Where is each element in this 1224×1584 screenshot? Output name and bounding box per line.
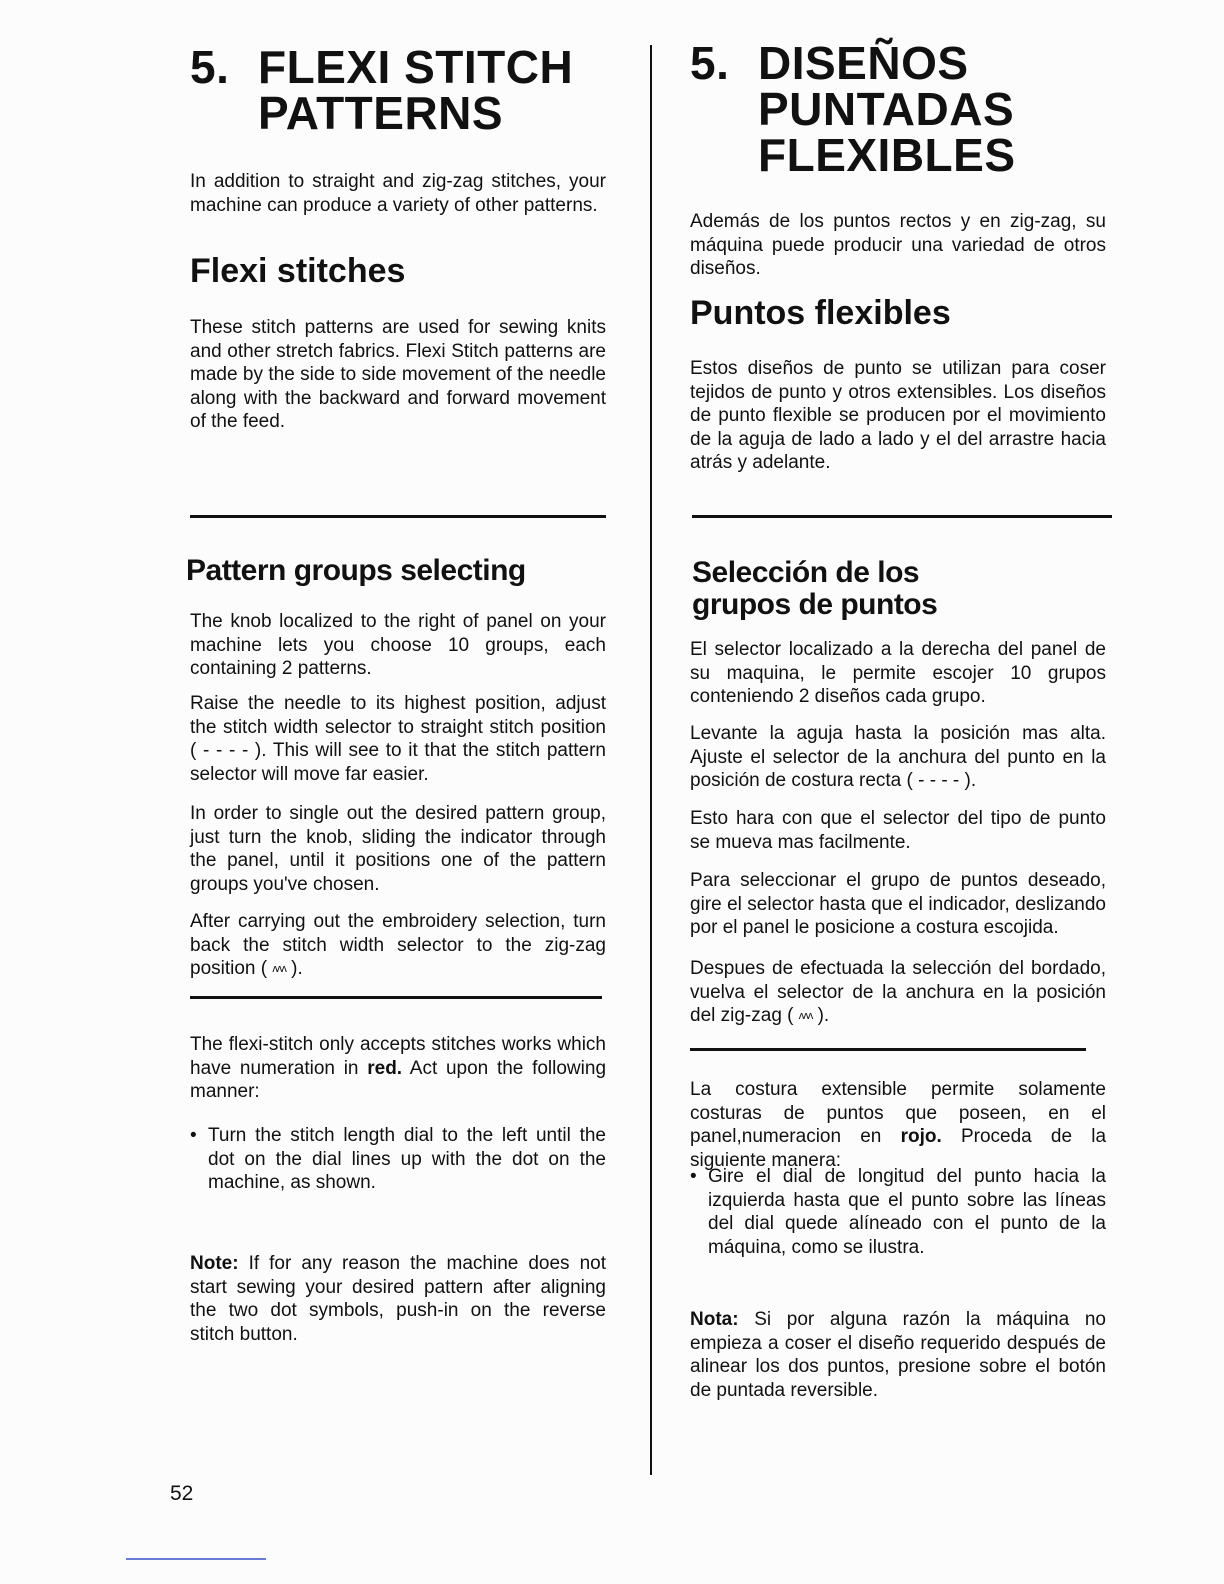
groups-paragraph-3: Esto hara con que el selector del tipo de punto se mueva mas facilmente. (690, 808, 1106, 853)
note-text: Si por alguna razón la máquina no empieza a coser el diseño requerido después de alinear los dos puntos, presione sobre el botón de puntada reversible. (690, 1309, 1106, 1401)
note-label: Nota: (690, 1309, 739, 1330)
note-paragraph (190, 1252, 606, 1346)
groups-paragraph-1: El selector localizado a la derecha del panel de su maquina, le permite escojer 10 grupos conteniendo 2 diseños cada grupo. (690, 639, 1106, 707)
bullet-text: Turn the stitch length dial to the left until the dot on the dial lines up with the dot on the machine, as shown. (208, 1125, 606, 1193)
chapter-title-line2: PATTERNS (258, 87, 504, 139)
groups-paragraph-3: In order to single out the desired pattern group, just turn the knob, sliding the indicator through the panel, until it positions one of the pattern groups you've chosen. (190, 803, 606, 895)
accept-text: La costura extensible permite solamente costuras de puntos que poseen, en el panel,numeracion en (690, 1079, 1106, 1147)
column-divider (650, 45, 652, 1475)
section-divider (692, 515, 1112, 518)
groups-paragraph-5 (690, 957, 1106, 1029)
bullet-text: Gire el dial de longitud del punto hacia la izquierda hasta que el punto sobre las líneas del dial quede alíneado con el punto de la máquina, como se ilustra. (708, 1166, 1106, 1258)
chapter-title-line2: PUNTADAS (758, 83, 1015, 135)
section-divider (190, 515, 606, 518)
groups-paragraph-5-text: Despues de efectuada la selección del bordado, vuelva el selector de la anchura en la posición del zig-zag ( (690, 958, 1106, 1026)
groups-paragraph-5-end: ). (817, 1005, 830, 1026)
accept-paragraph (690, 1078, 1106, 1172)
flexi-stitches-heading: Flexi stitches (190, 252, 406, 290)
groups-paragraph-4-text: After carrying out the embroidery selection, turn back the stitch width selector to the zig-zag position ( (190, 911, 606, 979)
groups-paragraph-4 (190, 910, 606, 982)
right-column-spanish (690, 0, 1110, 1401)
pattern-groups-heading: Pattern groups selecting (186, 554, 526, 587)
chapter-number: 5. (190, 41, 230, 93)
chapter-heading (190, 41, 620, 140)
bullet-dot-icon: • (690, 1166, 697, 1187)
groups-paragraph-4-end: ). (291, 958, 303, 979)
accept-paragraph (190, 1033, 606, 1104)
left-column-english (186, 0, 610, 1345)
zigzag-symbol-icon: ʌʌʌ (798, 1010, 813, 1022)
groups-paragraph-2: Levante la aguja hasta la posición mas alta. Ajuste el selector de la anchura del punto en la posición de costura recta ( - - - - ). (690, 723, 1106, 791)
groups-paragraph-2: Raise the needle to its highest position, adjust the stitch width selector to straight stitch position ( - - - - ). This will see to it that the stitch pattern selector will move far easier. (190, 693, 606, 785)
accept-text: The flexi-stitch only accepts stitches works which have numeration in (190, 1034, 606, 1079)
page-number: 52 (170, 1482, 194, 1505)
flexi-stitches-heading: Puntos flexibles (690, 294, 951, 332)
accept-red-word: rojo. (900, 1126, 942, 1147)
flexi-stitches-paragraph: Estos diseños de punto se utilizan para coser tejidos de punto y otros extensibles. Los diseños de punto flexible se producen por el movimiento de la aguja de lado a lado y el del arrastre hacia atrás y adelante. (690, 358, 1106, 473)
note-label: Note: (190, 1253, 239, 1274)
groups-paragraph-1: The knob localized to the right of panel on your machine lets you choose 10 groups, each containing 2 patterns. (190, 611, 606, 679)
note-paragraph (690, 1308, 1106, 1402)
bullet-dot-icon: • (190, 1125, 197, 1146)
chapter-heading (690, 37, 1120, 181)
accept-text-end: Act upon the following manner: (190, 1057, 607, 1102)
groups-paragraph-4: Para seleccionar el grupo de puntos deseado, gire el selector hasta que el indicador, deslizando por el panel le posicione a costura escojida. (690, 870, 1106, 938)
zigzag-symbol-icon: ʌʌʌ (272, 963, 286, 975)
chapter-number: 5. (690, 37, 730, 89)
note-text: If for any reason the machine does not start sewing your desired pattern after aligning the two dot symbols, push-in on the reverse stitch button. (190, 1253, 606, 1345)
pattern-groups-heading-line1: Selección de los (692, 556, 920, 589)
flexi-stitches-paragraph: These stitch patterns are used for sewing knits and other stretch fabrics. Flexi Stitch patterns are made by the side to side movement of the needle along with the backward and forward movement of the feed. (190, 317, 606, 432)
intro-paragraph: Además de los puntos rectos y en zig-zag, su máquina puede producir una variedad de otros diseños. (690, 211, 1106, 279)
section-divider (190, 996, 602, 999)
accept-text-end: Proceda de la siguiente manera: (690, 1126, 1107, 1171)
intro-paragraph: In addition to straight and zig-zag stitches, your machine can produce a variety of other patterns. (190, 171, 606, 216)
chapter-title-line3: FLEXIBLES (758, 129, 1016, 181)
accept-red-word: red. (367, 1057, 403, 1079)
section-divider (690, 1048, 1086, 1051)
pattern-groups-heading (692, 557, 937, 621)
pattern-groups-heading-line2: grupos de puntos (692, 588, 938, 621)
chapter-title-line1: DISEÑOS (758, 37, 969, 89)
bullet-item (190, 1124, 606, 1195)
chapter-title-line1: FLEXI STITCH (258, 41, 574, 93)
bottom-accent-line (126, 1558, 266, 1560)
bullet-item (690, 1165, 1106, 1259)
